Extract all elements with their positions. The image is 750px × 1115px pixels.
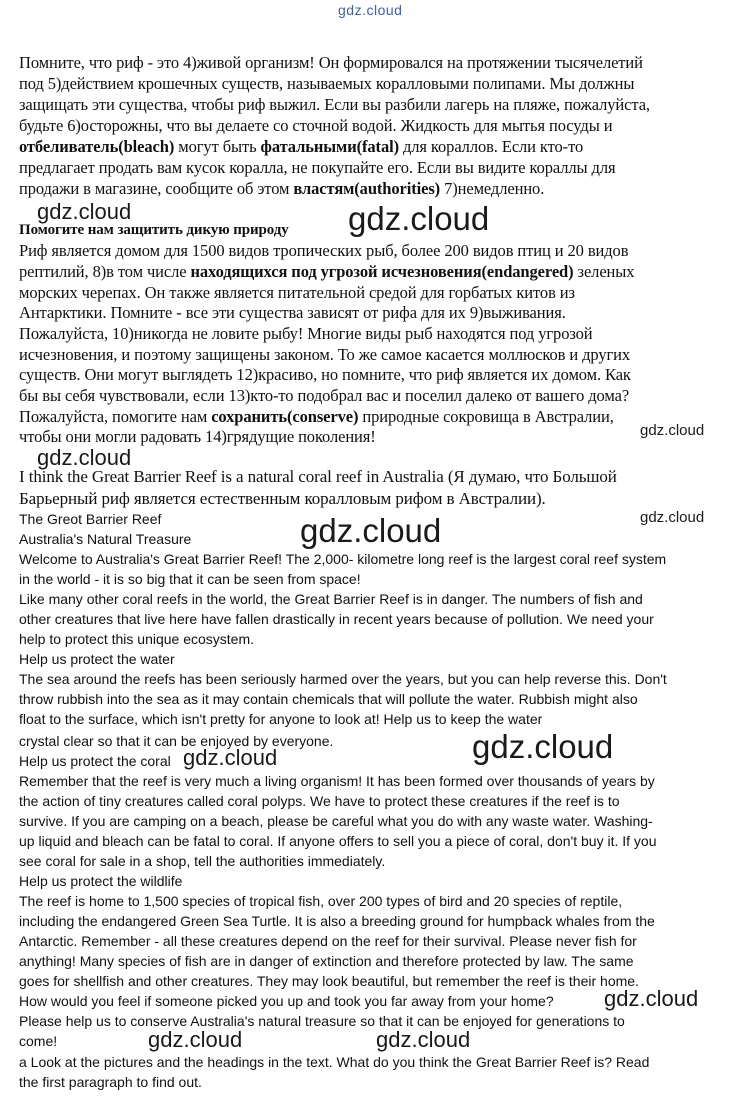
watermark-top-link[interactable]: gdz.cloud [338, 2, 403, 18]
ru-text: зеленых [573, 262, 635, 281]
ru-p1-line-1: Помните, что риф - это 4)живой организм! Он формировался на протяжении тысячелетий [19, 53, 643, 72]
en-wildlife-line-7: Please help us to conserve Australia's natural treasure so that it can be enjoyed for generations to [19, 1013, 625, 1029]
ru-term-conserve: сохранить(conserve) [211, 407, 359, 426]
ru-p2-line-3: морских черепах. Он также является питательной средой для горбатых китов из [19, 283, 575, 302]
ru-term-authorities: властям(authorities) [293, 179, 441, 198]
en-coral-line-3: survive. If you are camping on a beach, please be careful what you do with any waste water. Washing- [19, 813, 653, 829]
watermark: gdz.cloud [37, 199, 132, 224]
ru-heading-wildlife: Помогите нам защитить дикую природу [19, 222, 289, 238]
watermark: gdz.cloud [640, 422, 705, 439]
ru-term-bleach: отбеливатель(bleach) [19, 137, 175, 156]
watermark: gdz.cloud [183, 745, 278, 770]
ru-p2-line-10: чтобы они могли радовать 14)грядущие поколения! [19, 427, 376, 446]
en-wildlife-line-5: goes for shellfish and other creatures. They may look beautiful, but remember the reef is their home. [19, 973, 639, 989]
ru-text: продажи в магазине, сообщите об этом [19, 179, 294, 198]
watermark: gdz.cloud [472, 728, 614, 765]
ru-text: Пожалуйста, помогите нам [19, 407, 212, 426]
ru-p2-line-1: Риф является домом для 1500 видов тропических рыб, более 200 видов птиц и 20 видов [19, 241, 629, 260]
en-wildlife-line-6: How would you feel if someone picked you up and took you far away from your home? [19, 993, 554, 1009]
en-intro-line-3: Like many other coral reefs in the world, the Great Barrier Reef is in danger. The numbers of fish and [19, 591, 643, 607]
watermark: gdz.cloud [37, 445, 132, 470]
watermark: gdz.cloud [348, 200, 490, 237]
ru-p2-line-8: бы вы себя чувствовали, если 13)кто-то подобрал вас и поселил далеко от вашего дома? [19, 386, 630, 405]
en-water-line-1: The sea around the reefs has been seriously harmed over the years, but you can help reverse this. Don't [19, 671, 667, 687]
en-coral-line-2: the action of tiny creatures called coral polyps. We have to protect these creatures if the reef is to [19, 793, 620, 809]
ru-term-fatal: фатальными(fatal) [260, 137, 399, 156]
ru-p1-line-5 [19, 136, 583, 157]
answer-line-2: Барьерный риф является естественным коралловым рифом в Австралии). [19, 489, 546, 508]
watermark: gdz.cloud [148, 1027, 243, 1052]
watermark: gdz.cloud [300, 512, 442, 549]
watermark: gdz.cloud [604, 986, 699, 1011]
ru-p2-line-7: существ. Они могут выглядеть 12)красиво, но помните, что риф является их домом. Как [19, 365, 631, 384]
en-water-line-2: throw rubbish into the sea as it may contain chemicals that will pollute the water. Rubbish might also [19, 691, 638, 707]
en-title: The Greot Barrier Reef [19, 511, 162, 527]
en-task-line-2: the first paragraph to find out. [19, 1074, 202, 1090]
watermark: gdz.cloud [376, 1027, 471, 1052]
en-subtitle: Australia's Natural Treasure [19, 531, 192, 547]
en-coral-line-5: see coral for sale in a shop, tell the authorities immediately. [19, 853, 386, 869]
en-wildlife-line-2: including the endangered Green Sea Turtle. It is also a breeding ground for humpback whales from the [19, 913, 655, 929]
ru-text: могут быть [174, 137, 261, 156]
en-coral-line-1: Remember that the reef is very much a living organism! It has been formed over thousands of years by [19, 773, 655, 789]
ru-p2-line-9 [19, 406, 614, 427]
en-coral-line-4: up liquid and bleach can be fatal to coral. If anyone offers to sell you a piece of coral, don't buy it. If you [19, 833, 657, 849]
ru-p2-line-5: Пожалуйста, 10)никогда не ловите рыбу! Многие виды рыб находятся под угрозой [19, 324, 593, 343]
ru-p1-line-6: предлагает продать вам кусок коралла, не покупайте его. Если вы видите кораллы для [19, 158, 616, 177]
ru-text: рептилий, 8)в том числе [19, 262, 191, 281]
en-water-line-4: crystal clear so that it can be enjoyed by everyone. [19, 733, 334, 749]
ru-text: 7)немедленно. [440, 179, 545, 198]
en-heading-wildlife: Help us protect the wildlife [19, 873, 183, 889]
watermark: gdz.cloud [640, 509, 705, 526]
answer-line-1: I think the Great Barrier Reef is a natural coral reef in Australia (Я думаю, что Большой [19, 467, 617, 486]
en-wildlife-line-3: Antarctic. Remember - all these creatures depend on the reef for their survival. Please never fish for [19, 933, 637, 949]
ru-p1-line-3: защищать эти существа, чтобы риф выжил. Если вы разбили лагерь на пляже, пожалуйста, [19, 95, 650, 114]
ru-p2-line-4: Антарктики. Помните - все эти существа зависят от рифа для их 9)выживания. [19, 303, 566, 322]
ru-p2-line-6: исчезновения, и поэтому защищены законом. То же самое касается моллюсков и других [19, 345, 631, 364]
en-water-line-3: float to the surface, which isn't pretty for anyone to look at! Help us to keep the water [19, 711, 543, 727]
en-wildlife-line-8: come! [19, 1033, 58, 1049]
en-heading-water: Help us protect the water [19, 651, 175, 667]
en-intro-line-1: Welcome to Australia's Great Barrier Reef! The 2,000- kilometre long reef is the largest coral reef system [19, 551, 667, 567]
ru-text: для кораллов. Если кто-то [398, 137, 584, 156]
ru-p1-line-7 [19, 178, 544, 199]
en-heading-coral: Help us protect the coral [19, 753, 171, 769]
ru-term-endangered: находящихся под угрозой исчезновения(endangered) [190, 262, 574, 281]
ru-p2-line-2 [19, 261, 634, 282]
en-intro-line-2: in the world - it is so big that it can be seen from space! [19, 571, 361, 587]
ru-text: природные сокровища в Австралии, [358, 407, 614, 426]
en-wildlife-line-4: anything! Many species of fish are in danger of extinction and therefore protected by law. The same [19, 953, 634, 969]
ru-p1-line-2: под 5)действием крошечных существ, называемых коралловыми полипами. Мы должны [19, 74, 635, 93]
en-wildlife-line-1: The reef is home to 1,500 species of tropical fish, over 200 types of bird and 20 species of reptile, [19, 893, 623, 909]
en-task-line-1: a Look at the pictures and the headings in the text. What do you think the Great Barrier Reef is? Read [19, 1054, 650, 1070]
en-intro-line-4: other creatures that live here have fallen drastically in recent years because of pollution. We need your [19, 611, 654, 627]
ru-p1-line-4: будьте 6)осторожны, что вы делаете со сточной водой. Жидкость для мытья посуды и [19, 116, 613, 135]
en-intro-line-5: help to protect this unique ecosystem. [19, 631, 255, 647]
